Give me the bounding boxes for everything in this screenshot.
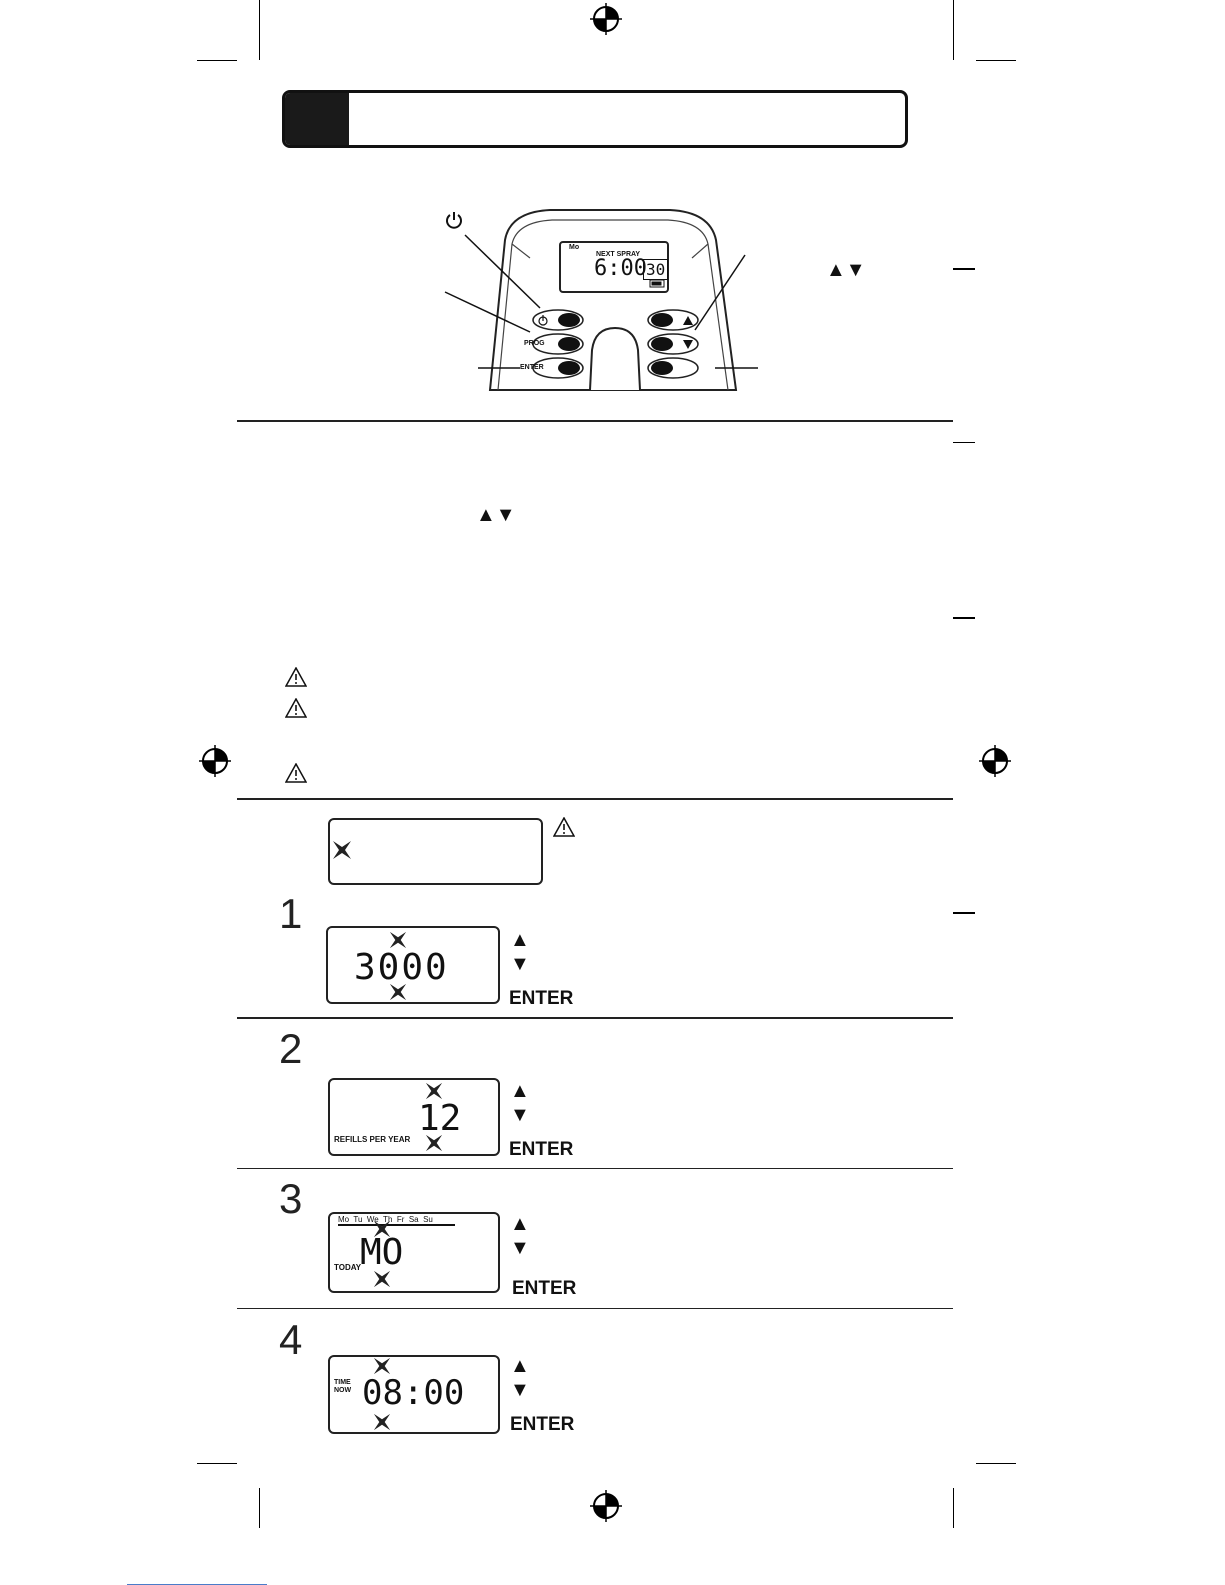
flashing-indicator-icon bbox=[372, 1270, 392, 1288]
device-time-display: 6:00 bbox=[594, 256, 647, 281]
registration-mark-left bbox=[199, 745, 231, 777]
registration-mark-top bbox=[590, 3, 622, 35]
step-display-label: TODAY bbox=[334, 1263, 362, 1272]
up-arrow-icon: ▲ bbox=[510, 929, 530, 951]
device-days-display: 30 bbox=[643, 259, 668, 280]
step-display-value: 08:00 bbox=[362, 1373, 465, 1413]
flashing-example-display bbox=[328, 818, 543, 885]
step-display-value: 12 bbox=[418, 1098, 462, 1139]
step-number: 4 bbox=[279, 1316, 303, 1363]
enter-label: ENTER bbox=[509, 1139, 574, 1160]
warning-icon bbox=[285, 698, 307, 718]
step-number: 2 bbox=[279, 1025, 303, 1072]
step-display-label: TIME NOW bbox=[334, 1379, 352, 1394]
flashing-indicator-icon bbox=[388, 983, 408, 1001]
flashing-indicator-icon bbox=[424, 1134, 444, 1152]
step-display-label: REFILLS PER YEAR bbox=[334, 1135, 411, 1144]
section-divider bbox=[237, 798, 953, 800]
section-header-block bbox=[285, 93, 349, 145]
device-day-label: Mo bbox=[569, 244, 580, 251]
enter-label: ENTER bbox=[509, 988, 574, 1009]
step-days-bar: Mo Tu We Th Fr Sa Su bbox=[338, 1215, 455, 1226]
registration-mark-bottom bbox=[590, 1490, 622, 1522]
down-arrow-icon: ▼ bbox=[510, 1104, 530, 1126]
device-prog-label: PROG bbox=[524, 340, 545, 347]
down-arrow-icon: ▼ bbox=[510, 1379, 530, 1401]
section-divider bbox=[237, 1168, 953, 1169]
down-arrow-icon: ▼ bbox=[510, 1237, 530, 1259]
step-display bbox=[328, 1078, 500, 1156]
step-number: 1 bbox=[279, 890, 303, 937]
enter-label: ENTER bbox=[512, 1278, 577, 1299]
warning-icon bbox=[285, 763, 307, 783]
arrows-callout-label: ▲▼ bbox=[826, 259, 866, 281]
section-divider bbox=[237, 420, 953, 422]
device-enter-label: ENTER bbox=[520, 364, 544, 371]
section-divider bbox=[237, 1017, 953, 1019]
power-icon bbox=[444, 210, 464, 230]
warning-icon bbox=[285, 667, 307, 687]
section-header-bar bbox=[282, 90, 908, 148]
step-number: 3 bbox=[279, 1175, 303, 1222]
down-arrow-icon: ▼ bbox=[510, 953, 530, 975]
up-arrow-icon: ▲ bbox=[510, 1080, 530, 1102]
flashing-indicator-icon bbox=[332, 840, 352, 860]
registration-mark-right bbox=[979, 745, 1011, 777]
up-arrow-icon: ▲ bbox=[510, 1213, 530, 1235]
step-display-value: MO bbox=[360, 1232, 404, 1273]
device-illustration bbox=[440, 200, 780, 400]
enter-label: ENTER bbox=[510, 1414, 575, 1435]
up-arrow-icon: ▲ bbox=[510, 1355, 530, 1377]
warning-icon bbox=[553, 817, 575, 837]
flashing-indicator-icon bbox=[372, 1413, 392, 1431]
intro-arrows: ▲▼ bbox=[476, 504, 516, 526]
section-divider bbox=[237, 1308, 953, 1309]
device-next-spray-label: NEXT SPRAY bbox=[596, 251, 641, 258]
step-display-value: 3000 bbox=[354, 947, 449, 988]
